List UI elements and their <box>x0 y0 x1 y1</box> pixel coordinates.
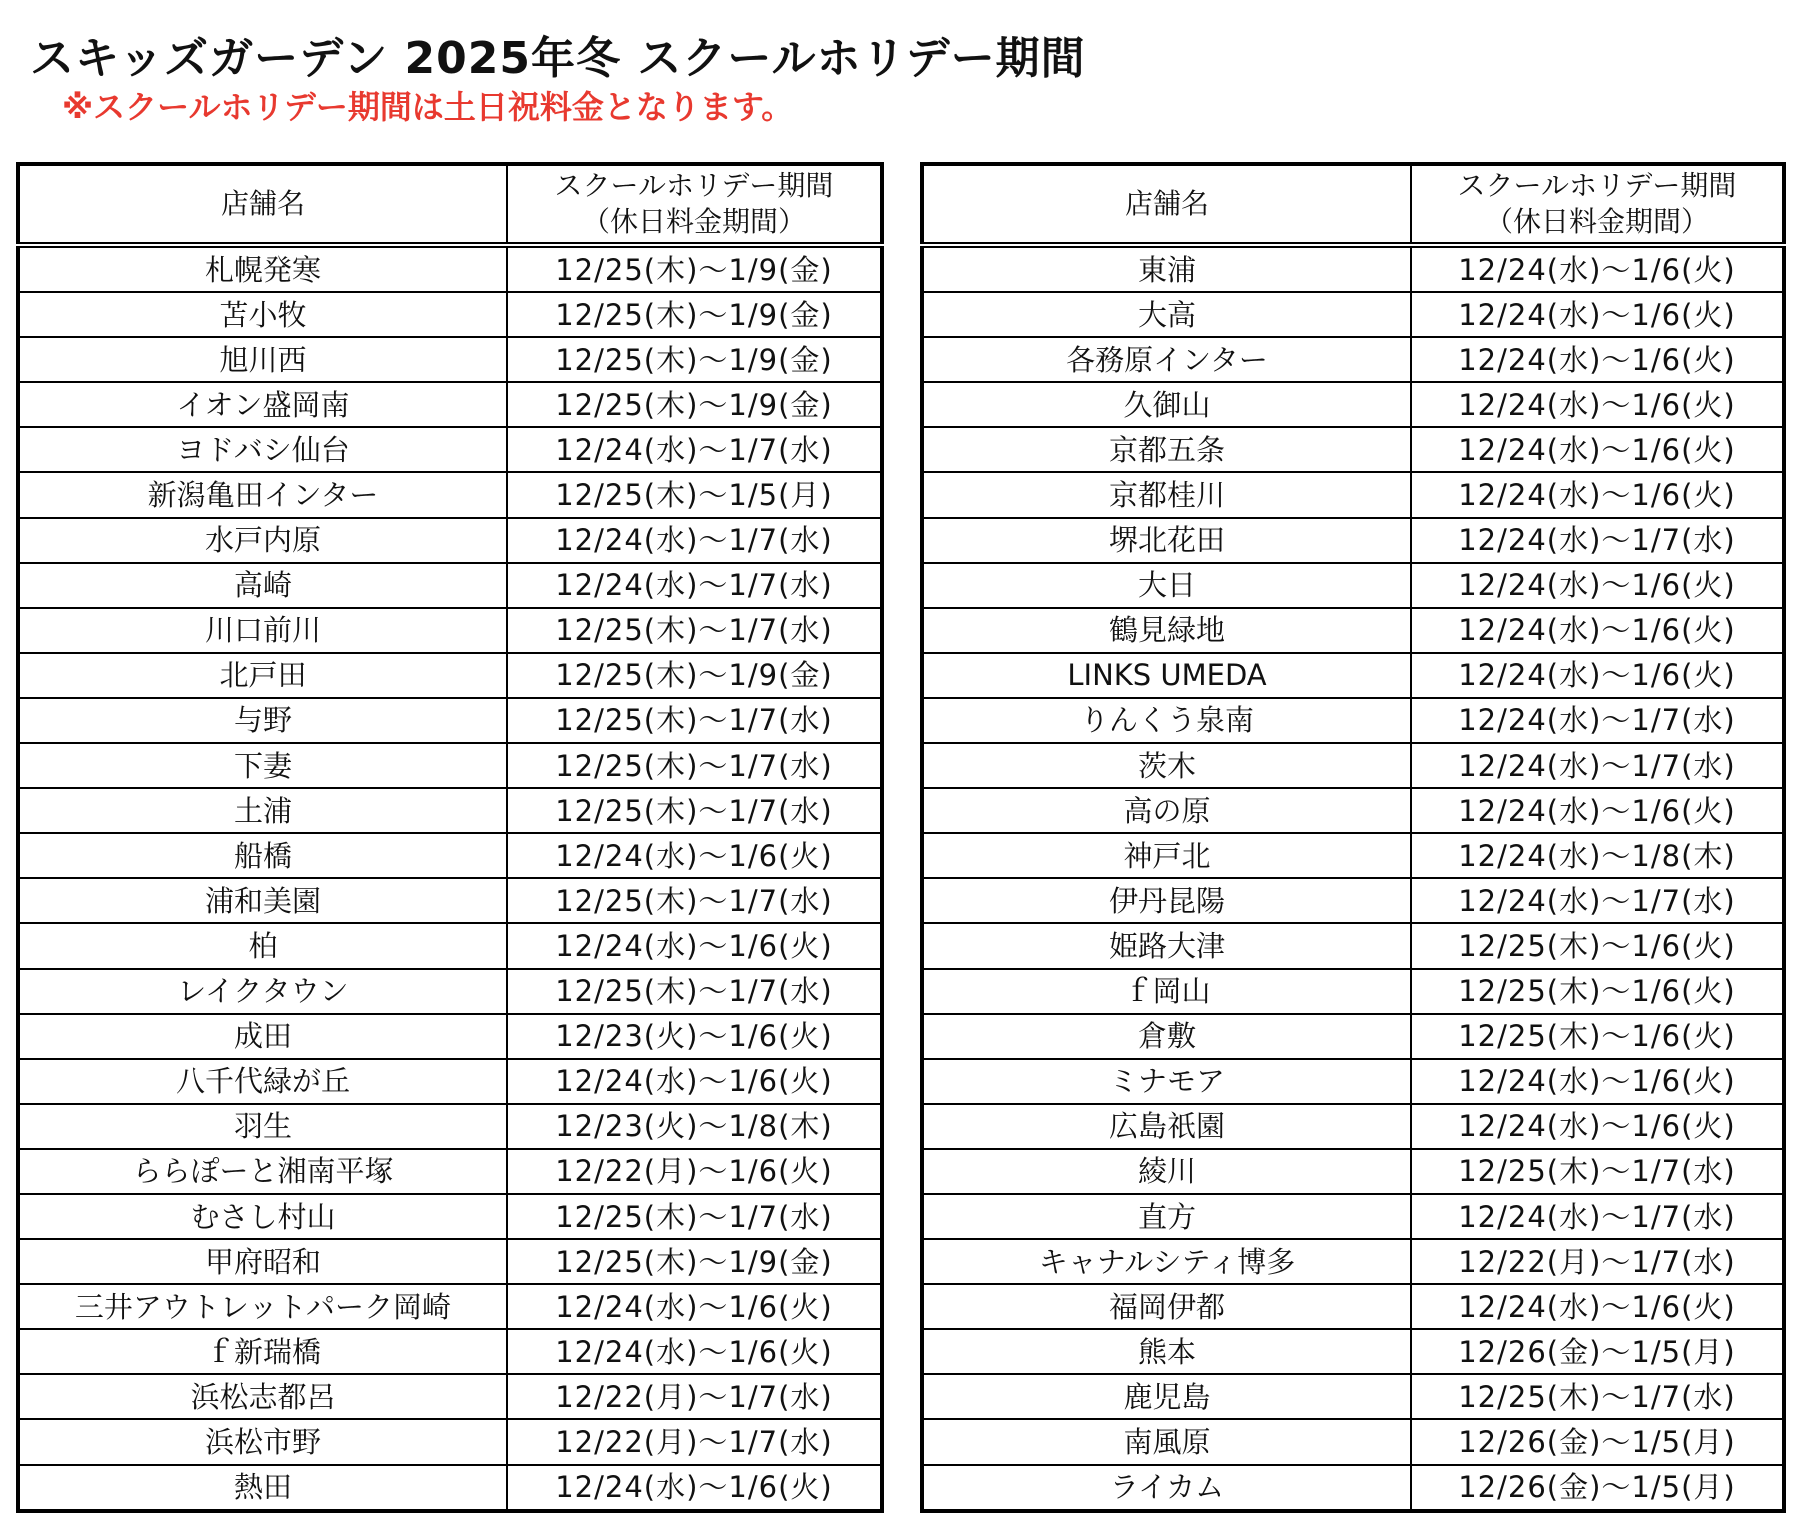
store-name: 札幌発寒 <box>18 245 507 292</box>
table-row <box>922 1014 1784 1059</box>
store-name: 苫小牧 <box>18 292 507 337</box>
period-column-header <box>507 164 882 245</box>
holiday-period: 12/25(木)～1/7(水) <box>507 788 882 833</box>
store-name: 川口前川 <box>18 608 507 653</box>
holiday-period: 12/26(金)～1/5(月) <box>1411 1465 1784 1511</box>
holiday-period: 12/24(水)～1/6(火) <box>507 1329 882 1374</box>
table-row <box>18 969 882 1014</box>
holiday-period: 12/24(水)～1/6(火) <box>1411 1059 1784 1104</box>
holiday-period: 12/25(木)～1/7(水) <box>507 608 882 653</box>
table-row <box>922 608 1784 653</box>
store-name: 浦和美園 <box>18 878 507 923</box>
store-column-header: 店舗名 <box>922 164 1411 245</box>
table-row <box>18 518 882 563</box>
table-row <box>18 698 882 743</box>
table-row <box>18 1194 882 1239</box>
table-row <box>922 1329 1784 1374</box>
table-row <box>922 1104 1784 1149</box>
table-row <box>922 472 1784 517</box>
holiday-period: 12/23(火)～1/6(火) <box>507 1014 882 1059</box>
holiday-period: 12/24(水)～1/7(水) <box>1411 743 1784 788</box>
table-row <box>18 923 882 968</box>
table-row <box>18 1374 882 1419</box>
period-header-line2: （休日料金期間） <box>581 205 806 238</box>
table-row <box>922 653 1784 698</box>
holiday-period: 12/22(月)～1/7(水) <box>507 1374 882 1419</box>
table-row <box>922 698 1784 743</box>
store-name: 下妻 <box>18 743 507 788</box>
holiday-period: 12/25(木)～1/5(月) <box>507 472 882 517</box>
store-name: 成田 <box>18 1014 507 1059</box>
holiday-period: 12/24(水)～1/6(火) <box>1411 563 1784 608</box>
table-row <box>922 878 1784 923</box>
holiday-period: 12/24(水)～1/6(火) <box>1411 1284 1784 1329</box>
period-header-line2: （休日料金期間） <box>1484 205 1709 238</box>
holiday-period: 12/24(水)～1/6(火) <box>1411 427 1784 472</box>
store-name: イオン盛岡南 <box>18 382 507 427</box>
holiday-period: 12/24(水)～1/6(火) <box>1411 653 1784 698</box>
store-name: 高の原 <box>922 788 1411 833</box>
store-name: 久御山 <box>922 382 1411 427</box>
price-note: ※スクールホリデー期間は土日祝料金となります。 <box>62 88 794 126</box>
holiday-period: 12/24(水)～1/8(木) <box>1411 833 1784 878</box>
holiday-period: 12/24(水)～1/6(火) <box>1411 245 1784 292</box>
store-name: 大高 <box>922 292 1411 337</box>
store-name: 広島祇園 <box>922 1104 1411 1149</box>
store-name: 旭川西 <box>18 337 507 382</box>
table-row <box>922 1419 1784 1464</box>
store-name: むさし村山 <box>18 1194 507 1239</box>
holiday-period: 12/24(水)～1/6(火) <box>507 923 882 968</box>
table-row <box>922 969 1784 1014</box>
holiday-period: 12/24(水)～1/7(水) <box>507 518 882 563</box>
holiday-period: 12/24(水)～1/7(水) <box>507 427 882 472</box>
holiday-period: 12/25(木)～1/7(水) <box>507 743 882 788</box>
table-row <box>922 1239 1784 1284</box>
table-row <box>922 563 1784 608</box>
table-row <box>922 382 1784 427</box>
store-name: 水戸内原 <box>18 518 507 563</box>
store-name: 土浦 <box>18 788 507 833</box>
holiday-period: 12/24(水)～1/6(火) <box>507 1465 882 1511</box>
table-row <box>922 1284 1784 1329</box>
holiday-period: 12/24(水)～1/7(水) <box>1411 1194 1784 1239</box>
table-row <box>922 1194 1784 1239</box>
store-name: 八千代緑が丘 <box>18 1059 507 1104</box>
table-row <box>18 1239 882 1284</box>
holiday-period: 12/24(水)～1/7(水) <box>1411 878 1784 923</box>
store-column-header: 店舗名 <box>18 164 507 245</box>
period-header-line1: スクールホリデー期間 <box>1457 169 1737 202</box>
holiday-table-right <box>920 162 1786 1513</box>
store-name: 東浦 <box>922 245 1411 292</box>
store-name: 京都桂川 <box>922 472 1411 517</box>
store-name: キャナルシティ博多 <box>922 1239 1411 1284</box>
store-name: 姫路大津 <box>922 923 1411 968</box>
table-row <box>18 1329 882 1374</box>
holiday-period: 12/25(木)～1/7(水) <box>1411 1149 1784 1194</box>
holiday-period: 12/25(木)～1/9(金) <box>507 653 882 698</box>
store-name: 鹿児島 <box>922 1374 1411 1419</box>
store-name: 鶴見緑地 <box>922 608 1411 653</box>
table-row <box>922 833 1784 878</box>
holiday-period: 12/22(月)～1/6(火) <box>507 1149 882 1194</box>
holiday-period: 12/24(水)～1/6(火) <box>1411 1104 1784 1149</box>
store-name: りんくう泉南 <box>922 698 1411 743</box>
table-row <box>922 1465 1784 1511</box>
store-name: 浜松市野 <box>18 1419 507 1464</box>
table-row <box>18 563 882 608</box>
table-row <box>18 472 882 517</box>
holiday-period: 12/24(水)～1/6(火) <box>1411 382 1784 427</box>
table-row <box>922 788 1784 833</box>
store-name: 伊丹昆陽 <box>922 878 1411 923</box>
holiday-period: 12/25(木)～1/6(火) <box>1411 1014 1784 1059</box>
store-name: 北戸田 <box>18 653 507 698</box>
table-row <box>18 653 882 698</box>
table-row <box>18 1104 882 1149</box>
store-name: 京都五条 <box>922 427 1411 472</box>
store-name: 柏 <box>18 923 507 968</box>
table-row <box>18 337 882 382</box>
table-row <box>922 1374 1784 1419</box>
store-name: 三井アウトレットパーク岡崎 <box>18 1284 507 1329</box>
table-row <box>18 788 882 833</box>
holiday-period: 12/25(木)～1/7(水) <box>507 698 882 743</box>
holiday-period: 12/24(水)～1/6(火) <box>1411 608 1784 653</box>
table-row <box>18 292 882 337</box>
holiday-period: 12/23(火)～1/8(木) <box>507 1104 882 1149</box>
table-row <box>922 245 1784 292</box>
holiday-period: 12/25(木)～1/7(水) <box>1411 1374 1784 1419</box>
page-title: スキッズガーデン 2025年冬 スクールホリデー期間 <box>30 33 1086 84</box>
store-name: 浜松志都呂 <box>18 1374 507 1419</box>
table-row <box>922 743 1784 788</box>
table-row <box>18 608 882 653</box>
holiday-period: 12/25(木)～1/7(水) <box>507 969 882 1014</box>
holiday-period: 12/24(水)～1/6(火) <box>1411 472 1784 517</box>
store-name: 茨木 <box>922 743 1411 788</box>
store-name: ミナモア <box>922 1059 1411 1104</box>
holiday-period: 12/24(水)～1/6(火) <box>1411 337 1784 382</box>
store-name: ららぽーと湘南平塚 <box>18 1149 507 1194</box>
holiday-period: 12/25(木)～1/9(金) <box>507 245 882 292</box>
store-name: 熊本 <box>922 1329 1411 1374</box>
holiday-period: 12/25(木)～1/6(火) <box>1411 969 1784 1014</box>
table-row <box>18 1059 882 1104</box>
table-row <box>18 833 882 878</box>
table-row <box>922 292 1784 337</box>
holiday-period: 12/26(金)～1/5(月) <box>1411 1329 1784 1374</box>
store-name: ライカム <box>922 1465 1411 1511</box>
store-name: 倉敷 <box>922 1014 1411 1059</box>
store-name: ｆ岡山 <box>922 969 1411 1014</box>
store-name: 羽生 <box>18 1104 507 1149</box>
holiday-period: 12/24(水)～1/7(水) <box>1411 518 1784 563</box>
holiday-period: 12/24(水)～1/6(火) <box>1411 292 1784 337</box>
table-row <box>922 1149 1784 1194</box>
store-name: 熱田 <box>18 1465 507 1511</box>
store-name: ｆ新瑞橋 <box>18 1329 507 1374</box>
holiday-period: 12/24(水)～1/6(火) <box>507 1059 882 1104</box>
holiday-period: 12/25(木)～1/7(水) <box>507 1194 882 1239</box>
store-name: ヨドバシ仙台 <box>18 427 507 472</box>
table-row <box>922 923 1784 968</box>
holiday-period: 12/25(木)～1/7(水) <box>507 878 882 923</box>
store-name: 新潟亀田インター <box>18 472 507 517</box>
period-header-line1: スクールホリデー期間 <box>554 169 834 202</box>
table-row <box>18 1149 882 1194</box>
store-name: 南風原 <box>922 1419 1411 1464</box>
table-row <box>922 518 1784 563</box>
holiday-period: 12/24(水)～1/6(火) <box>1411 788 1784 833</box>
table-row <box>18 743 882 788</box>
holiday-period: 12/22(月)～1/7(水) <box>507 1419 882 1464</box>
holiday-period: 12/22(月)～1/7(水) <box>1411 1239 1784 1284</box>
store-name: レイクタウン <box>18 969 507 1014</box>
holiday-period: 12/25(木)～1/9(金) <box>507 382 882 427</box>
table-row <box>18 1465 882 1511</box>
table-row <box>922 337 1784 382</box>
holiday-period: 12/25(木)～1/6(火) <box>1411 923 1784 968</box>
holiday-period: 12/26(金)～1/5(月) <box>1411 1419 1784 1464</box>
store-name: 直方 <box>922 1194 1411 1239</box>
holiday-period: 12/25(木)～1/9(金) <box>507 292 882 337</box>
table-row <box>18 1284 882 1329</box>
holiday-period: 12/25(木)～1/9(金) <box>507 1239 882 1284</box>
holiday-period: 12/24(水)～1/7(水) <box>507 563 882 608</box>
table-row <box>18 878 882 923</box>
store-name: 福岡伊都 <box>922 1284 1411 1329</box>
store-name: 甲府昭和 <box>18 1239 507 1284</box>
store-name: 綾川 <box>922 1149 1411 1194</box>
store-name: 各務原インター <box>922 337 1411 382</box>
table-header-row <box>922 164 1784 245</box>
store-name: 高崎 <box>18 563 507 608</box>
holiday-period: 12/24(水)～1/6(火) <box>507 1284 882 1329</box>
store-name: LINKS UMEDA <box>922 653 1411 698</box>
table-row <box>18 245 882 292</box>
table-row <box>18 1419 882 1464</box>
store-name: 神戸北 <box>922 833 1411 878</box>
store-name: 堺北花田 <box>922 518 1411 563</box>
store-name: 大日 <box>922 563 1411 608</box>
store-name: 与野 <box>18 698 507 743</box>
store-name: 船橋 <box>18 833 507 878</box>
table-row <box>18 1014 882 1059</box>
holiday-table-left <box>16 162 884 1513</box>
holiday-period: 12/25(木)～1/9(金) <box>507 337 882 382</box>
table-row <box>18 382 882 427</box>
table-row <box>18 427 882 472</box>
holiday-period: 12/24(水)～1/6(火) <box>507 833 882 878</box>
period-column-header <box>1411 164 1784 245</box>
table-header-row <box>18 164 882 245</box>
table-row <box>922 427 1784 472</box>
table-row <box>922 1059 1784 1104</box>
holiday-period: 12/24(水)～1/7(水) <box>1411 698 1784 743</box>
